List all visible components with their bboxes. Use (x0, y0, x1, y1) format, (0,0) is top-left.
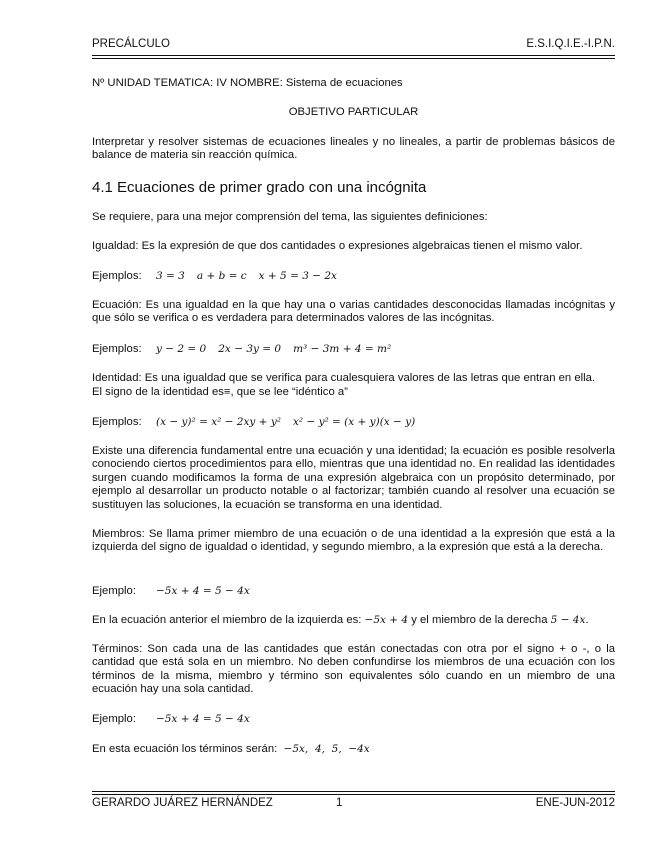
intro-text: Se requiere, para una mejor comprensión del tema, las siguientes definiciones: (92, 211, 488, 223)
miembros-example (92, 585, 615, 598)
math-example: (x − y)² = x² − 2xy + y² (156, 416, 281, 428)
math-example: 2x − 3y = 0 (218, 343, 282, 355)
left-member: −5x + 4 (364, 614, 409, 626)
igualdad-examples (92, 270, 615, 283)
terminos-definition: Términos: Son cada una de las cantidades que están conectadas con otra por el signo + o -, o la cantidad que está sola en un miembro. No deben confundirse los miembros de una ecuación con los términos de la misma, miembro y término son equivalentes sólo cuando en un miembro de una ecuación hay una sola cantidad. (92, 643, 615, 696)
footer-author: GERARDO JUÁREZ HERNÁNDEZ (92, 797, 273, 809)
math-example: y − 2 = 0 (156, 343, 207, 355)
math-example: m³ − 3m + 4 = m² (293, 343, 392, 355)
math-example: x + 5 = 3 − 2x (258, 270, 337, 282)
terminos-example (92, 713, 615, 726)
terms-label: En esta ecuación los términos serán: (92, 743, 278, 755)
terms-values: −5x, 4, 5, −4x (283, 743, 370, 755)
example-label: Ejemplo: (92, 713, 136, 725)
header-course: PRECÁLCULO (92, 38, 170, 50)
math-example: a + b = c (196, 270, 247, 282)
terminos-list (92, 743, 615, 756)
identidad-examples (92, 416, 615, 429)
math-example: 3 = 3 (156, 270, 185, 282)
page-footer (92, 797, 615, 813)
ecuacion-examples (92, 343, 615, 356)
objective-text: Interpretar y resolver sistemas de ecuaciones lineales y no lineales, a partir de problemas básicos de balance de materia sin reacción química. (92, 136, 615, 162)
identidad-definition-line1: Identidad: Es una igualdad que se verifica para cualesquiera valores de las letras que entran en ella. (92, 372, 596, 384)
math-example: x² − y² = (x + y)(x − y) (292, 416, 416, 428)
explanation-prefix: En la ecuación anterior el miembro de la izquierda es: (92, 614, 362, 626)
page-header (92, 38, 615, 54)
examples-label: Ejemplos: (92, 270, 142, 282)
miembros-explanation (92, 614, 615, 627)
igualdad-definition: Igualdad: Es la expresión de que dos cantidades o expresiones algebraicas tienen el mismo valor. (92, 240, 583, 252)
right-member: 5 − 4x. (550, 614, 589, 626)
footer-rule (92, 791, 615, 795)
unit-line: Nº UNIDAD TEMATICA: IV NOMBRE: Sistema de ecuaciones (92, 77, 403, 89)
diferencia-paragraph: Existe una diferencia fundamental entre una ecuación y una identidad; la ecuación es posible resolverla conociendo ciertos procedimientos para ello, mientras que una identidad no. En realidad las identidades surgen cuando modificamos la forma de una expresión algebraica con un propósito determinado, por ejemplo al desarrollar un producto notable o al factorizar; también cuando al resolver una ecuación se sustituyen las soluciones, la ecuación se transforma en una identidad. (92, 445, 615, 511)
explanation-middle: y el miembro de la derecha (411, 614, 548, 626)
page-number: 1 (336, 797, 343, 809)
footer-period: ENE-JUN-2012 (535, 797, 615, 809)
math-example: −5x + 4 = 5 − 4x (156, 585, 250, 597)
math-example: −5x + 4 = 5 − 4x (156, 713, 250, 725)
examples-label: Ejemplos: (92, 343, 142, 355)
example-label: Ejemplo: (92, 585, 136, 597)
miembros-definition: Miembros: Se llama primer miembro de una ecuación o de una identidad a la expresión que está a la izquierda del signo de igualdad o identidad, y segundo miembro, a la expresión que está a la derecha. (92, 528, 615, 554)
identidad-definition-line2: El signo de la identidad es≡, que se lee “idéntico a” (92, 386, 348, 398)
header-rule (92, 55, 615, 59)
examples-label: Ejemplos: (92, 416, 142, 428)
header-institution: E.S.I.Q.I.E.-I.P.N. (526, 38, 615, 50)
objective-title: OBJETIVO PARTICULAR (288, 106, 419, 118)
section-title: 4.1 Ecuaciones de primer grado con una incógnita (92, 179, 427, 196)
ecuacion-definition: Ecuación: Es una igualdad en la que hay una o varias cantidades desconocidas llamadas incógnitas y que sólo se verifica o es verdadera para determinados valores de las incógnitas. (92, 299, 615, 325)
